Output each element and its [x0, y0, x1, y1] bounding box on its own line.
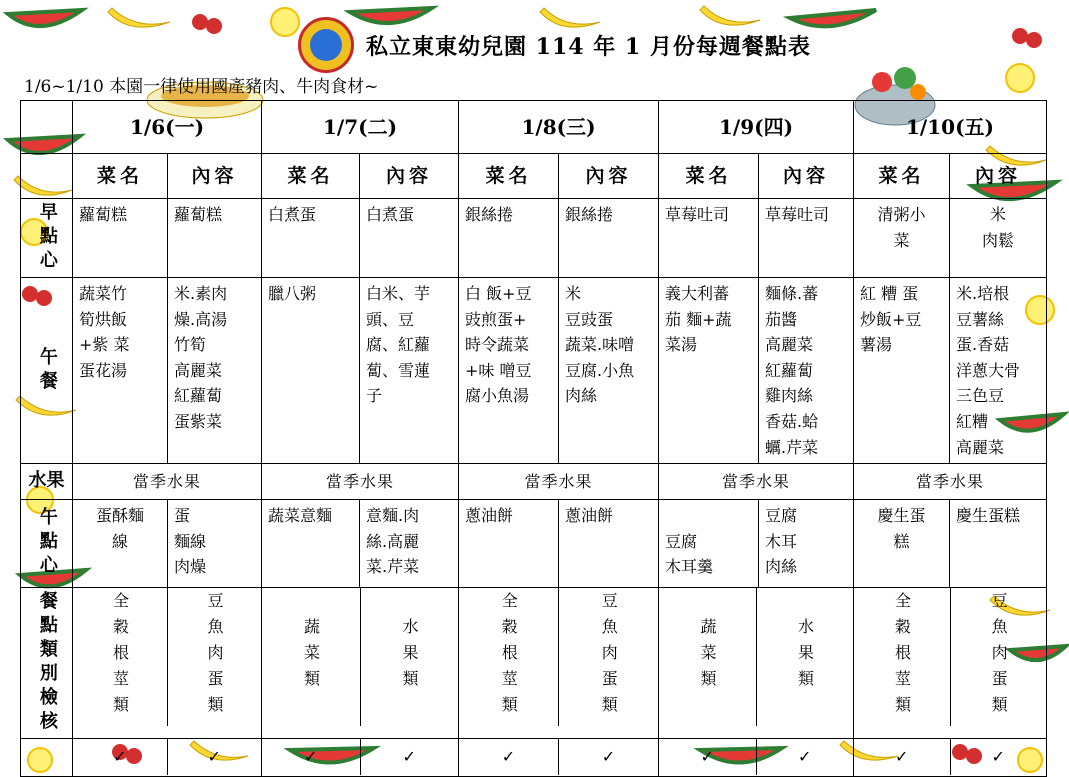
day-header: 1/6(一) — [73, 101, 262, 154]
row-label-categories: 餐點類別檢核 — [21, 587, 73, 738]
check-mark: ✓ — [402, 747, 416, 767]
category-label: 水果類 — [400, 617, 420, 696]
category-label: 全穀根莖類 — [854, 588, 950, 726]
lunch-row — [21, 278, 1047, 464]
lunch-name: 白 飯+豆 豉煎蛋+ 時令蔬菜 +味 噌豆 腐小魚湯 — [459, 278, 559, 464]
day-header: 1/8(三) — [459, 101, 659, 154]
category-label: 豆魚肉蛋類 — [599, 591, 619, 722]
snack-content: 慶生蛋糕 — [950, 499, 1047, 587]
snack-name: 蔥油餅 — [459, 499, 559, 587]
col-header-content: 內容 — [168, 154, 262, 199]
row-label-fruit: 水果 — [21, 464, 73, 500]
lunch-name: 蔬菜竹 筍烘飯 +紫 菜 蛋花湯 — [73, 278, 168, 464]
check-mark: ✓ — [854, 739, 950, 775]
snack-name: 蔬菜意麵 — [262, 499, 360, 587]
category-group — [459, 587, 659, 738]
day-header: 1/9(四) — [659, 101, 854, 154]
category-label: 豆魚肉蛋類 — [205, 591, 225, 722]
row-label-lunch: 午餐 — [21, 278, 73, 464]
fruit-cell: 當季水果 — [854, 464, 1047, 500]
check-mark: ✓ — [262, 739, 360, 775]
col-header-content: 內容 — [759, 154, 854, 199]
checkmark-group — [459, 738, 659, 776]
col-header-content: 內容 — [360, 154, 459, 199]
breakfast-name: 草莓吐司 — [659, 199, 759, 278]
fruit-cell: 當季水果 — [659, 464, 854, 500]
snack-content: 豆腐 木耳 肉絲 — [759, 499, 854, 587]
category-group — [854, 587, 1047, 738]
col-header-content: 內容 — [950, 154, 1047, 199]
weekly-menu-table — [20, 100, 1047, 777]
breakfast-content: 白煮蛋 — [360, 199, 459, 278]
breakfast-row — [21, 199, 1047, 278]
lunch-content: 麵條.蕃 茄醬 高麗菜 紅蘿蔔 雞肉絲 香菇.蛤 蠣.芹菜 — [759, 278, 854, 464]
breakfast-content: 米 肉鬆 — [950, 199, 1047, 278]
page-title: 私立東東幼兒園 114 年 1 月份每週餐點表 — [366, 33, 811, 60]
snack-content: 意麵.肉 絲.高麗 菜.芹菜 — [360, 499, 459, 587]
check-mark: ✓ — [73, 739, 167, 775]
snack-name: 慶生蛋 糕 — [854, 499, 950, 587]
check-mark: ✓ — [459, 739, 559, 775]
breakfast-content: 草莓吐司 — [759, 199, 854, 278]
checkmark-group — [854, 738, 1047, 776]
col-header-name: 菜名 — [659, 154, 759, 199]
column-header-row — [21, 154, 1047, 199]
category-label: 蔬菜類 — [262, 588, 360, 726]
category-label: 全穀根莖類 — [73, 588, 167, 726]
snack-content: 蛋 麵線 肉燥 — [168, 499, 262, 587]
category-label: 全穀根莖類 — [459, 588, 559, 726]
category-label: 水果類 — [795, 617, 815, 696]
category-row — [21, 587, 1047, 738]
page-header — [298, 18, 811, 72]
breakfast-content: 銀絲捲 — [559, 199, 659, 278]
row-label-snack: 午點心 — [21, 499, 73, 587]
breakfast-content: 蘿蔔糕 — [168, 199, 262, 278]
snack-name: 豆腐 木耳羹 — [659, 499, 759, 587]
snack-content: 蔥油餅 — [559, 499, 659, 587]
check-mark: ✓ — [207, 747, 221, 767]
category-group — [659, 587, 854, 738]
lunch-name: 紅 糟 蛋 炒飯+豆 薯湯 — [854, 278, 950, 464]
col-header-content: 內容 — [559, 154, 659, 199]
col-header-name: 菜名 — [73, 154, 168, 199]
fruit-cell: 當季水果 — [459, 464, 659, 500]
snack-name: 蛋酥麵 線 — [73, 499, 168, 587]
lunch-content: 米.培根 豆薯絲 蛋.香菇 洋蔥大骨 三色豆 紅糟 高麗菜 — [950, 278, 1047, 464]
category-label: 豆魚肉蛋類 — [989, 591, 1009, 722]
kindergarten-logo — [298, 17, 354, 73]
col-header-name: 菜名 — [262, 154, 360, 199]
day-row — [21, 101, 1047, 154]
checkmark-group — [659, 738, 854, 776]
checkmark-group — [262, 738, 459, 776]
check-mark: ✓ — [991, 747, 1005, 767]
col-header-name: 菜名 — [459, 154, 559, 199]
category-group — [262, 587, 459, 738]
check-mark: ✓ — [798, 747, 812, 767]
checkmark-group — [73, 738, 262, 776]
fruit-row — [21, 464, 1047, 500]
notice-text: 1/6~1/10 本園一律使用國產豬肉、牛肉食材~ — [24, 77, 379, 97]
lunch-content: 白米、芋 頭、豆 腐、紅蘿 蔔、雪蓮 子 — [360, 278, 459, 464]
snack-row — [21, 499, 1047, 587]
lunch-content: 米.素肉 燥.高湯 竹筍 高麗菜 紅蘿蔔 蛋紫菜 — [168, 278, 262, 464]
row-label-breakfast: 早點心 — [21, 199, 73, 278]
day-header: 1/10(五) — [854, 101, 1047, 154]
lunch-name: 臘八粥 — [262, 278, 360, 464]
lunch-content: 米 豆豉蛋 蔬菜.味噌 豆腐.小魚 肉絲 — [559, 278, 659, 464]
breakfast-name: 白煮蛋 — [262, 199, 360, 278]
category-label: 蔬菜類 — [659, 588, 756, 726]
col-header-name: 菜名 — [854, 154, 950, 199]
category-group — [73, 587, 262, 738]
fruit-cell: 當季水果 — [262, 464, 459, 500]
fruit-cell: 當季水果 — [73, 464, 262, 500]
day-header: 1/7(二) — [262, 101, 459, 154]
check-mark: ✓ — [659, 739, 756, 775]
lunch-name: 義大利蕃 茄 麵+蔬 菜湯 — [659, 278, 759, 464]
breakfast-name: 清粥小 菜 — [854, 199, 950, 278]
breakfast-name: 蘿蔔糕 — [73, 199, 168, 278]
check-mark: ✓ — [601, 747, 616, 767]
breakfast-name: 銀絲捲 — [459, 199, 559, 278]
checkmark-row — [21, 738, 1047, 776]
